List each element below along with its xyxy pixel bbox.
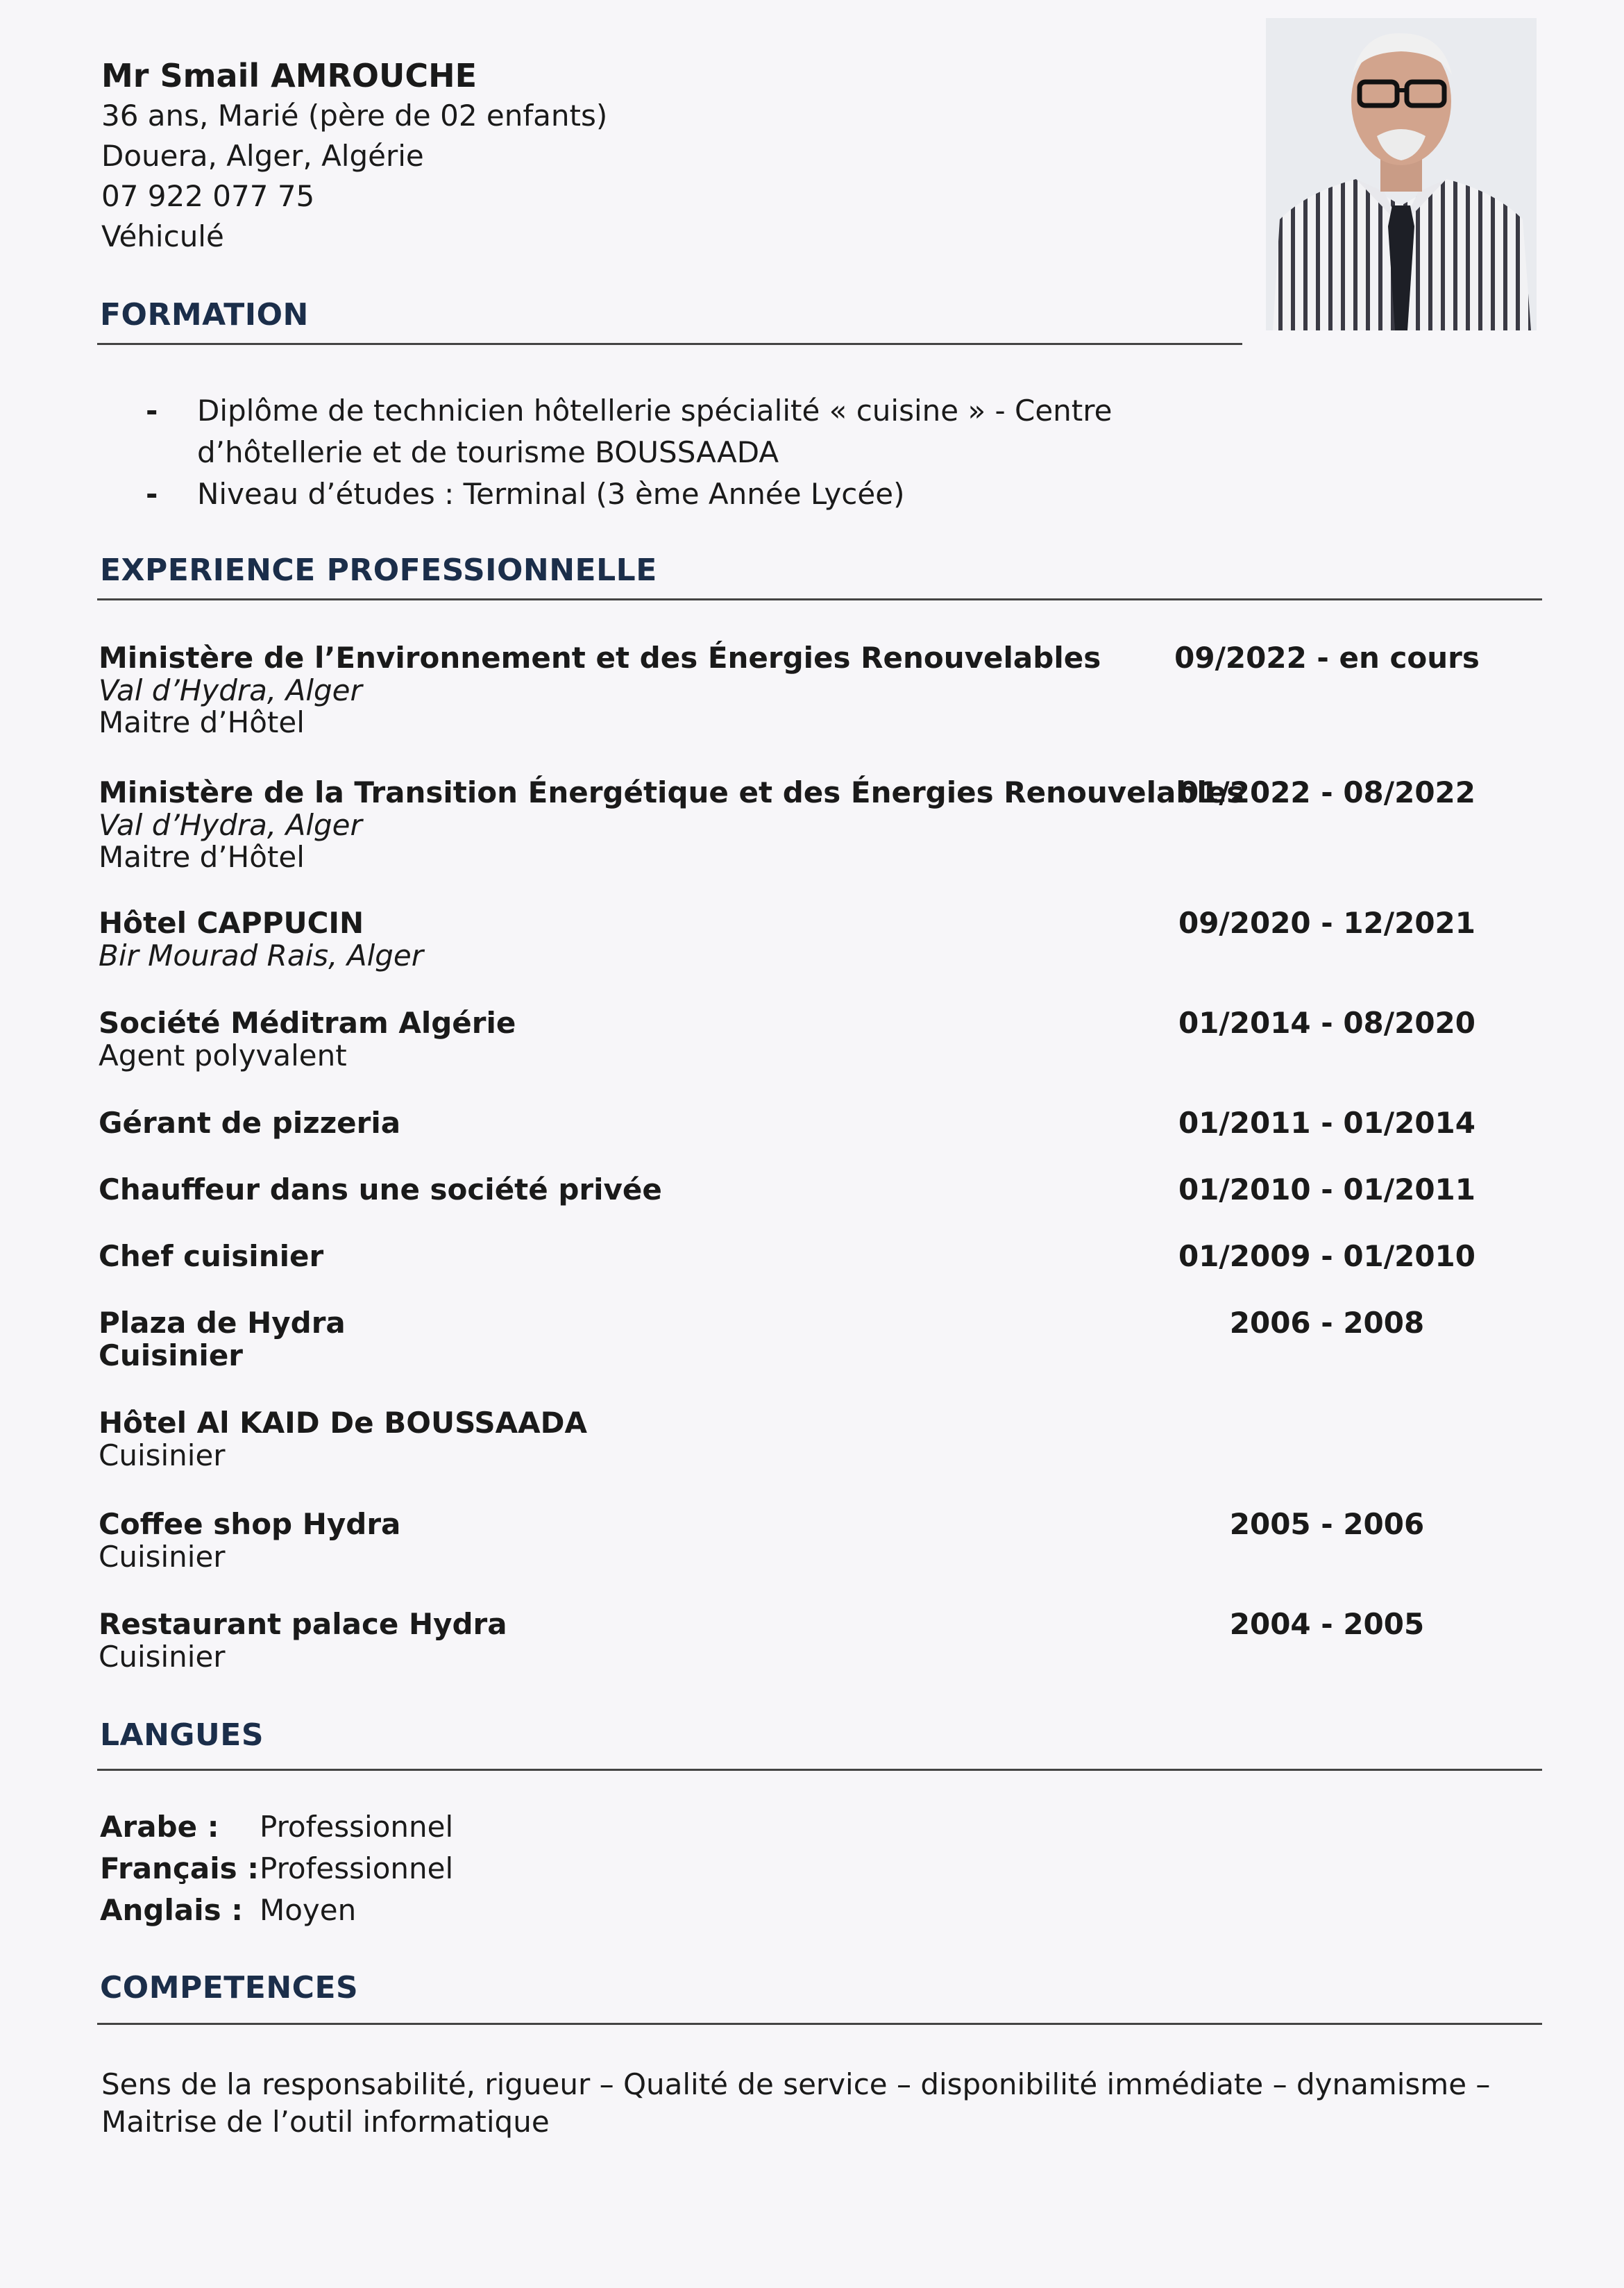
- experience-entry: [99, 641, 1487, 739]
- experience-entry: [99, 1306, 1487, 1372]
- candidate-name: Mr Smail AMROUCHE: [101, 57, 477, 94]
- job-role: Maitre d’Hôtel: [99, 840, 305, 874]
- job-role: Cuisinier: [99, 1438, 226, 1472]
- experience-entry: [99, 1107, 1487, 1140]
- language-row: [100, 1806, 453, 1848]
- experience-entry: [99, 776, 1487, 873]
- section-title-competences: COMPETENCES: [100, 1970, 359, 2005]
- vehicle-status: Véhiculé: [101, 219, 224, 253]
- formation-item-text: Diplôme de technicien hôtellerie spécialité « cuisine » - Centre d’hôtellerie et de tourisme BOUSSAADA: [197, 394, 1113, 469]
- experience-entry: [99, 1173, 1487, 1206]
- job-role: Maitre d’Hôtel: [99, 705, 305, 739]
- bullet-dash: -: [146, 477, 158, 511]
- employer-name: Gérant de pizzeria: [99, 1106, 401, 1140]
- employer-name: Plaza de Hydra: [99, 1306, 346, 1340]
- section-title-formation: FORMATION: [100, 297, 309, 333]
- job-dates: 2005 - 2006: [1229, 1507, 1425, 1541]
- language-row: [100, 1848, 453, 1890]
- language-row: [100, 1890, 453, 1931]
- language-level: Professionnel: [260, 1851, 454, 1885]
- experience-entry: [99, 1240, 1487, 1273]
- language-level: Professionnel: [260, 1810, 454, 1844]
- employer-name: Chauffeur dans une société privée: [99, 1172, 662, 1206]
- job-dates: 09/2022 - en cours: [1174, 641, 1480, 675]
- profile-photo: [1266, 18, 1537, 330]
- job-dates: 01/2011 - 01/2014: [1178, 1106, 1476, 1140]
- list-item: [146, 473, 1187, 515]
- section-divider: [97, 2023, 1542, 2025]
- employer-name: Chef cuisinier: [99, 1239, 324, 1273]
- job-dates: 01/2014 - 08/2020: [1178, 1006, 1476, 1040]
- languages-list: [100, 1806, 453, 1931]
- section-divider: [97, 598, 1542, 600]
- section-title-experience: EXPERIENCE PROFESSIONNELLE: [100, 553, 657, 588]
- job-location: Val d’Hydra, Alger: [99, 673, 362, 707]
- employer-name: Hôtel CAPPUCIN: [99, 906, 364, 940]
- employer-name: Ministère de l’Environnement et des Énergies Renouvelables: [99, 641, 1101, 675]
- list-item: [146, 390, 1187, 473]
- experience-entry: [99, 1608, 1487, 1673]
- section-title-langues: LANGUES: [100, 1717, 264, 1753]
- experience-entry: [99, 1007, 1487, 1072]
- personal-info: [101, 56, 1142, 257]
- job-dates: 09/2020 - 12/2021: [1178, 906, 1476, 940]
- experience-entry: [99, 907, 1487, 972]
- experience-entry: [99, 1406, 1487, 1472]
- language-level: Moyen: [260, 1893, 357, 1927]
- bullet-dash: -: [146, 394, 158, 428]
- phone-number: 07 922 077 75: [101, 179, 315, 213]
- formation-item-text: Niveau d’études : Terminal (3 ème Année Lycée): [197, 477, 905, 511]
- employer-name: Société Méditram Algérie: [99, 1006, 516, 1040]
- language-name: Anglais :: [100, 1893, 244, 1927]
- experience-entry: [99, 1508, 1487, 1573]
- job-role: Agent polyvalent: [99, 1038, 347, 1072]
- age-marital-status: 36 ans, Marié (père de 02 enfants): [101, 99, 608, 133]
- job-dates: 01/2009 - 01/2010: [1178, 1239, 1476, 1273]
- job-dates: 01/2010 - 01/2011: [1178, 1172, 1476, 1206]
- employer-name: Hôtel Al KAID De BOUSSAADA: [99, 1406, 588, 1440]
- job-dates: 2006 - 2008: [1229, 1306, 1425, 1340]
- job-dates: 01/2022 - 08/2022: [1178, 775, 1476, 809]
- employer-name: Restaurant palace Hydra: [99, 1607, 507, 1641]
- job-location: Bir Mourad Rais, Alger: [99, 939, 424, 973]
- language-name: Français :: [100, 1851, 260, 1885]
- person-portrait-icon: [1266, 18, 1537, 330]
- job-dates: 2004 - 2005: [1229, 1607, 1425, 1641]
- job-role: Cuisinier: [99, 1338, 244, 1372]
- job-role: Cuisinier: [99, 1540, 226, 1574]
- employer-name: Ministère de la Transition Énergétique et des Énergies Renouvelables: [99, 775, 1244, 809]
- section-divider: [97, 1769, 1542, 1771]
- job-role: Cuisinier: [99, 1640, 226, 1674]
- job-location: Val d’Hydra, Alger: [99, 808, 362, 842]
- employer-name: Coffee shop Hydra: [99, 1507, 401, 1541]
- address: Douera, Alger, Algérie: [101, 139, 424, 173]
- section-divider: [97, 343, 1242, 345]
- formation-list: [146, 390, 1187, 515]
- language-name: Arabe :: [100, 1810, 219, 1844]
- skills-text: Sens de la responsabilité, rigueur – Qualité de service – disponibilité immédiate – dynamisme – Maitrise de l’outil informatique: [101, 2067, 1491, 2139]
